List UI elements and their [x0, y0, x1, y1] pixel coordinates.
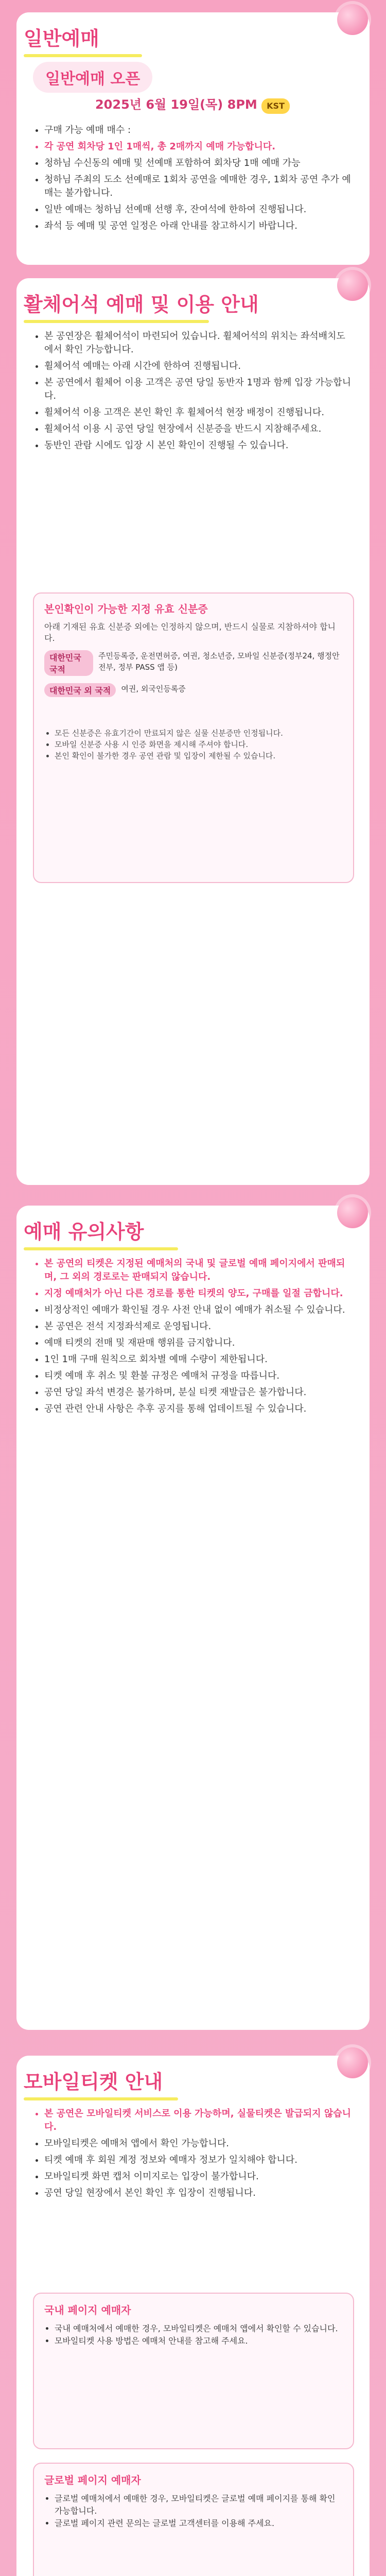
- mobile-bullet: • 티켓 예매 후 회원 계정 정보와 예매자 정보가 일치해야 합니다.: [44, 2154, 352, 2167]
- id-rows: [44, 650, 343, 697]
- domestic-box: [33, 2293, 354, 2449]
- caution-bullet: • 공연 관련 안내 사항은 추후 공지를 통해 업데이트될 수 있습니다.: [44, 1402, 352, 1416]
- decorative-icon: [337, 270, 368, 301]
- caution-bullet: • 본 공연의 티켓은 지정된 예매처의 국내 및 글로벌 예매 페이지에서 판매되며, 그 외의 경로로는 판매되지 않습니다.: [44, 1257, 352, 1284]
- id-footnote: • 모바일 신분증 사용 시 인증 화면을 제시해 주셔야 합니다.: [55, 739, 343, 750]
- general-line: • 청하님 수신동의 예매 및 선예매 포함하여 회차당 1매 예매 가능: [44, 157, 352, 170]
- id-tag: 대한민국 외 국적: [44, 683, 116, 697]
- global-lines: [44, 2493, 343, 2530]
- policy-bullet: • 동반인 관람 시에도 입장 시 본인 확인이 진행될 수 있습니다.: [44, 439, 352, 452]
- general-date: 2025년 6월 19일(목) 8PM KST: [33, 98, 352, 114]
- policy-bullet: • 휠체어석 예매는 아래 시간에 한하여 진행됩니다.: [44, 360, 352, 373]
- caution-bullet: • 본 공연은 전석 지정좌석제로 운영됩니다.: [44, 1320, 352, 1333]
- decorative-icon: [337, 1197, 368, 1228]
- id-text: 여권, 외국인등록증: [121, 684, 186, 693]
- decorative-icon: [337, 2047, 368, 2078]
- id-tag: 대한민국 국적: [44, 650, 93, 676]
- global-line: • 글로벌 예매처에서 예매한 경우, 모바일티켓은 글로벌 예매 페이지를 통해 확인 가능합니다.: [55, 2493, 343, 2517]
- section-title-policy: 활체어석 예매 및 이용 안내: [24, 289, 259, 323]
- id-box-note: 아래 기재된 유효 신분증 외에는 인정하지 않으며, 반드시 실물로 지참하셔야 합니다.: [44, 622, 336, 643]
- caution-bullet: • 예매 티켓의 전매 및 재판매 행위를 금지합니다.: [44, 1336, 352, 1350]
- caution-bullet: • 1인 1매 구매 원칙으로 회차별 예매 수량이 제한됩니다.: [44, 1353, 352, 1366]
- mobile-bullet: • 모바일티켓 화면 캡처 이미지로는 입장이 불가합니다.: [44, 2170, 352, 2183]
- id-text: 주민등록증, 운전면허증, 여권, 청소년증, 모바일 신분증(정부24, 행정안전부, 정부 PASS 앱 등): [98, 651, 340, 672]
- general-line: • 구매 가능 예매 매수 :: [44, 124, 352, 137]
- mobile-bullets: [33, 2107, 352, 2203]
- domestic-line: • 모바일티켓 사용 방법은 예매처 안내를 참고해 주세요.: [55, 2335, 343, 2347]
- policy-bullet: • 휠체어석 이용 시 공연 당일 현장에서 신분증을 반드시 지참해주세요.: [44, 422, 352, 436]
- caution-bullets: [33, 1257, 352, 1419]
- mobile-bullet: • 공연 당일 현장에서 본인 확인 후 입장이 진행됩니다.: [44, 2187, 352, 2200]
- kst-badge: KST: [261, 98, 290, 114]
- general-line: • 일반 예매는 청하님 선예매 선행 후, 잔여석에 한하여 진행됩니다.: [44, 203, 352, 216]
- general-lines: [33, 124, 352, 236]
- caution-bullet: • 공연 당일 좌석 변경은 불가하며, 분실 티켓 재발급은 불가합니다.: [44, 1386, 352, 1399]
- general-line: • 청하님 주최의 도소 선예매로 1회차 공연을 예매한 경우, 1회차 공연 추가 예매는 불가합니다.: [44, 173, 352, 200]
- global-line: • 글로벌 페이지 관련 문의는 글로벌 고객센터를 이용해 주세요.: [55, 2517, 343, 2530]
- mobile-bullet: • 본 공연은 모바일티켓 서비스로 이용 가능하며, 실물티켓은 발급되지 않습니다.: [44, 2107, 352, 2134]
- general-open-label: 일반예매 오픈: [33, 62, 152, 93]
- section-title-mobile: 모바일티켓 안내: [24, 2066, 178, 2100]
- global-label: 글로벌 페이지 예매자: [44, 2474, 141, 2486]
- domestic-label: 국내 페이지 예매자: [44, 2304, 131, 2316]
- global-box: [33, 2463, 354, 2576]
- mobile-bullet: • 모바일티켓은 예매처 앱에서 확인 가능합니다.: [44, 2137, 352, 2150]
- id-footnotes: [44, 727, 343, 761]
- domestic-lines: [44, 2323, 343, 2347]
- policy-bullet: • 휠체어석 이용 고객은 본인 확인 후 휠체어석 현장 배정이 진행됩니다.: [44, 406, 352, 419]
- id-box: [33, 592, 354, 883]
- policy-bullet: • 본 공연에서 휠체어 이용 고객은 공연 당일 동반자 1명과 함께 입장 가능합니다.: [44, 376, 352, 403]
- id-footnote: • 본인 확인이 불가한 경우 공연 관람 및 입장이 제한될 수 있습니다.: [55, 750, 343, 761]
- section-title-general: 일반예매: [24, 23, 142, 57]
- id-footnote: • 모든 신분증은 유효기간이 만료되지 않은 실물 신분증만 인정됩니다.: [55, 727, 343, 739]
- policy-bullets: [33, 330, 352, 455]
- id-box-title: 본인확인이 가능한 지정 유효 신분증: [44, 603, 208, 615]
- decorative-icon: [337, 4, 368, 35]
- section-title-caution: 예매 유의사항: [24, 1216, 178, 1250]
- caution-bullet: • 지정 예매처가 아닌 다른 경로를 통한 티켓의 양도, 구매를 일절 금합니다.: [44, 1287, 352, 1300]
- general-line: • 좌석 등 예매 및 공연 일정은 아래 안내를 참고하시기 바랍니다.: [44, 219, 352, 233]
- caution-bullet: • 티켓 예매 후 취소 및 환불 규정은 예매처 규정을 따릅니다.: [44, 1369, 352, 1383]
- general-line: • 각 공연 회차당 1인 1매씩, 총 2매까지 예매 가능합니다.: [44, 140, 352, 154]
- policy-bullet: • 본 공연장은 휠체어석이 마련되어 있습니다. 휠체어석의 위치는 좌석배치도에서 확인 가능합니다.: [44, 330, 352, 357]
- caution-bullet: • 비정상적인 예매가 확인될 경우 사전 안내 없이 예매가 취소될 수 있습니다.: [44, 1303, 352, 1317]
- domestic-line: • 국내 예매처에서 예매한 경우, 모바일티켓은 예매처 앱에서 확인할 수 있습니다.: [55, 2323, 343, 2335]
